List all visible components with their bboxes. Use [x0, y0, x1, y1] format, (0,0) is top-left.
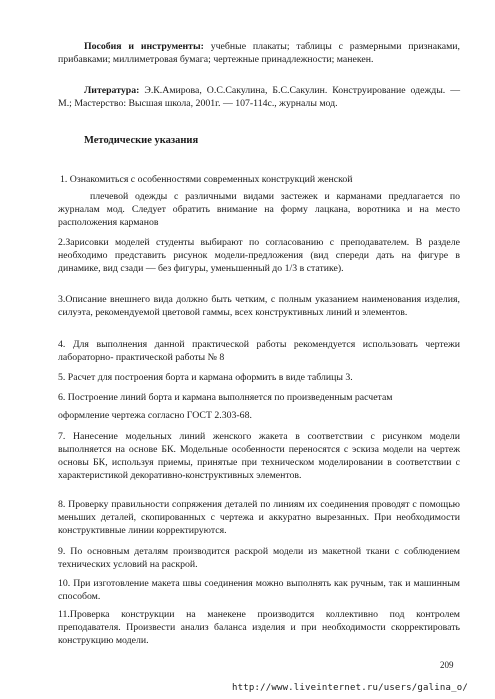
item-11: 11.Проверка конструкции на манекене производится коллективно под контролем преподавателя. Произвести анализ баланса изделия и при необходимости скорректировать конструкцию модели. — [58, 609, 460, 646]
item-8: 8. Проверку правильности сопряжения деталей по линиям их соединения проводят с помощью меньших деталей, скопированных с чертежа и аккуратно вырезанных. При необходимости конструктивные линии корректируются. — [58, 499, 460, 536]
page-number: 209 — [440, 660, 454, 670]
literature-paragraph — [58, 84, 460, 110]
literature-text: Э.К.Амирова, О.С.Сакулина, Б.С.Сакулин. Конструирование одежды. — М.; Мастерство: Высшая школа, 2001г. — 107-114с., журналы мод. — [58, 85, 460, 109]
item-2: 2.Зарисовки моделей студенты выбирают по согласованию с преподавателем. В разделе необходимо представить рисунок модели-предложения (вид спереди дать на фигуре в динамике, вид сзади — без фигуры, уменьшенный до 1/3 в статике). — [58, 237, 460, 274]
item-6-continuation: оформление чертежа согласно ГОСТ 2.303-68. — [58, 410, 252, 421]
item-5: 5. Расчет для построения борта и кармана оформить в виде таблицы 3. — [58, 372, 353, 383]
item-4: 4. Для выполнения данной практической работы рекомендуется использовать чертежи лабораторно- практической работы № 8 — [58, 339, 460, 363]
watermark-url: http://www.liveinternet.ru/users/galina_o/ — [232, 683, 468, 693]
item-3: 3.Описание внешнего вида должно быть четким, с полным указанием наименования изделия, силуэта, рекомендуемой цветовой гаммы, всех конструктивных линий и элементов. — [58, 294, 460, 318]
literature-label: Литература: — [84, 85, 140, 96]
item-6-first-line: 6. Построение линий борта и кармана выполняется по произведенным расчетам — [58, 392, 393, 403]
item-10: 10. При изготовление макета швы соединения можно выполнять как ручным, так и машинным способом. — [58, 578, 460, 602]
item-7: 7. Нанесение модельных линий женского жакета в соответствии с рисунком модели выполняется на основе БК. Модельные особенности переносятся с эскиза модели на чертеж основы БК, используя приемы, принятые при техническом моделировании в соответствии с характеристикой декоративно-конструктивных элементов. — [58, 431, 460, 481]
item-1-first-line: 1. Ознакомиться с особенностями современных конструкций женской — [60, 174, 353, 185]
section-heading: Методические указания — [84, 135, 199, 146]
tools-text: учебные плакаты; таблицы с размерными признаками, прибавками; миллиметровая бумага; чертежные принадлежности; манекен. — [58, 41, 460, 65]
tools-paragraph — [58, 40, 460, 66]
item-1-continuation: плечевой одежды с различными видами застежек и карманами предлагается по журналам мод. Следует обратить внимание на форму лацкана, воротника и на место расположения карманов — [58, 191, 460, 228]
tools-label: Пособия и инструменты: — [84, 41, 204, 52]
item-9: 9. По основным деталям производится раскрой модели из макетной ткани с соблюдением технических условий на раскрой. — [58, 546, 460, 570]
